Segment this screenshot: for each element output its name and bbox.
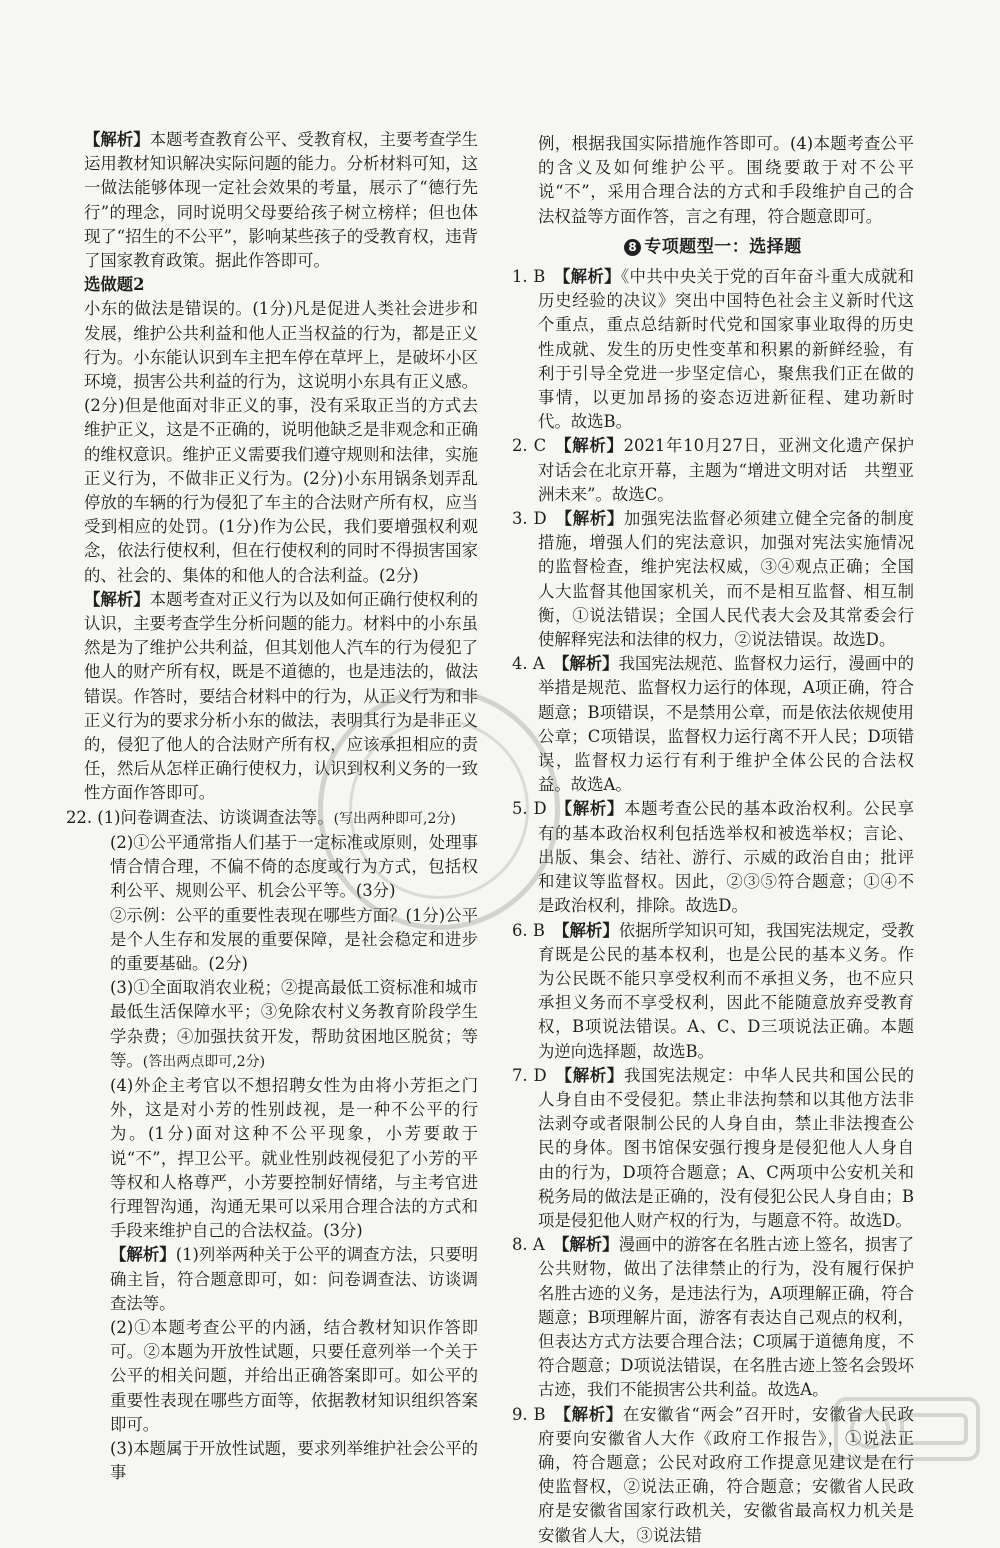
answer-number: 1. B [512,267,546,287]
answer-number: 9. B [512,1404,546,1424]
question-22-part-2b: ②示例：公平的重要性表现在哪些方面？(1分)公平是个人生存和发展的重要保障，是社会稳定和进步的重要基础。(2分) [110,905,478,973]
question-22-part-1 [66,806,478,831]
answer-text: (3)①全面取消农业税；②提高最低工资标准和城市最低生活保障水平；③免除农村义务教育阶段学生学杂费；④加强扶贫开发，帮助贫困地区脱贫；等等。 [110,978,478,1070]
question-22-part-3 [84,976,478,1074]
answer-explanation: 在安徽省“两会”召开时，安徽省人民政府要向安徽省人大作《政府工作报告》，①说法正确，符合题意；公民对政府工作提意见建议是在行使监督权，②说法正确，符合题意；安徽省人民政府是安徽省国家行政机关，安徽省最高权力机关是安徽省人大，③说法错 [538,1404,914,1545]
answer-item [512,652,914,797]
question-number: 22. [66,807,93,827]
analysis-tag: 【解析】 [554,1065,625,1085]
analysis-paragraph-2: (2)①本题考查公平的内涵，结合教材知识作答即可。②本题为开放性试题，只要任意列举一个关于公平的相关问题，并给出正确答案即可。如公平的重要性表现在哪些方面等，依据教材知识组织答案即可。 [110,1317,478,1434]
analysis-paragraph [84,588,478,806]
question-heading: 选做题2 [84,275,145,295]
answer-item [512,797,914,918]
right-column [512,132,914,1548]
answer-explanation: 我国宪法规范、监督权力运行，漫画中的举措是规范、监督权力运行的体现，A项正确，符合题意；B项错误，不是禁用公章，而是依法依规使用公章；C项错误，监督权力运行离不开人民；D项错误，监督权力运行有利于维护全体公民的合法权益。故选A。 [538,654,915,795]
watermark-logo-icon [832,1393,982,1465]
analysis-tag: 【解析】 [553,267,621,287]
answer-item [512,1233,914,1402]
analysis-tag: 【解析】 [553,920,619,940]
answer-item [512,919,914,1064]
analysis-tag: 【解析】 [554,509,625,529]
answer-item [512,507,914,652]
score-note: (答出两点即可,2分) [142,1053,266,1070]
answer-number: 5. D [512,799,547,819]
answer-explanation: 2021年10月27日，亚洲文化遗产保护对话会在北京开幕，主题为“增进文明对话 共塑亚洲未来”。故选C。 [538,436,915,504]
analysis-paragraph-3: (3)本题属于开放性试题，要求列举维护社会公平的事 [110,1438,478,1483]
answer-number: 2. C [512,436,547,456]
answer-text: (1)问卷调查法、访谈调查法等。 [97,807,334,827]
answer-explanation: 《中共中央关于党的百年奋斗重大成就和历史经验的决议》突出中国特色社会主义新时代这个重点，重点总结新时代党和国家事业取得的历史性成就、发生的历史性变革和积累的新鲜经验，有利于引导全党进一步坚定信心，聚焦我们正在做的事情，以更加昂扬的姿态迈进新征程、建功新时代。故选B。 [538,267,914,432]
question-22-part-4: (4)外企主考官以不想招聘女性为由将小芳拒之门外，这是对小芳的性别歧视，是一种不公平的行为。(1分)面对这种不公平现象，小芳要敢于说“不”，捍卫公平。就业性别歧视侵犯了小芳的平等权和人格尊严，小芳要控制好情绪，与主考官进行理智沟通，沟通无果可以采用合理合法的方式和手段来维护自己的合法权益。(3分) [110,1075,478,1241]
analysis-paragraph [84,128,478,273]
analysis-tag: 【解析】 [84,130,150,149]
section-title [512,235,914,259]
question-22-part-2a: (2)①公平通常指人们基于一定标准或原则，处理事情合情合理，不偏不倚的态度或行为方式，包括权利公平、规则公平、机会公平等。(3分) [110,832,478,901]
answer-item [512,434,914,507]
answer-item [512,1064,914,1233]
analysis-continuation: 例，根据我国实际措施作答即可。(4)本题考查公平的含义及如何维护公平。围绕要敢于对不公平说“不”，采用合理合法的方式和手段维护自己的合法权益等方面作答，言之有理，符合题意即可。 [538,134,914,226]
score-note: (写出两种即可,2分) [333,810,456,827]
answer-list [512,265,914,1548]
analysis-paragraph [84,1243,478,1316]
analysis-tag: 【解析】 [554,799,625,819]
analysis-tag: 【解析】 [553,1404,623,1424]
analysis-text: 本题考查对正义行为以及如何正确行使权利的认识，主要考查学生分析问题的能力。材料中的小东虽然是为了维护公共利益，但其划他人汽车的行为侵犯了他人的财产所有权，既是不道德的，也是违法的，做法错误。作答时，要结合材料中的行为，从正义行为和非正义行为的要求分析小东的做法，表明其行为是非正义的，侵犯了他人的合法财产所有权，应该承担相应的责任，然后从怎样正确行使权力，认识到权利义务的一致性方面作答即可。 [84,589,478,803]
answer-explanation: 加强宪法监督必须建立健全完备的制度措施，增强人们的宪法意识，加强对宪法实施情况的监督检查，维护宪法权威，③④观点正确；全国人大监督其他国家机关，而不是相互监督、相互制衡，①说法错误；全国人民代表大会及其常委会行使解释宪法和法律的权力，②说法错误。故选D。 [538,509,914,650]
analysis-text: 本题考查教育公平、受教育权，主要考查学生运用教材知识解决实际问题的能力。分析材料可知，这一做法能够体现一定社会效果的考量，展示了“德行先行”的理念，同时说明父母要给孩子树立榜样；但也体现了“招生的不公平”，影响某些孩子的受教育权，违背了国家教育政策。据此作答即可。 [84,130,478,271]
analysis-tag: 【解析】 [552,654,619,674]
answer-explanation: 我国宪法规定：中华人民共和国公民的人身自由不受侵犯。禁止非法拘禁和以其他方法非法剥夺或者限制公民的人身自由，禁止非法搜查公民的身体。图书馆保安强行搜身是侵犯他人人身自由的行为，D项符合题意；A、C两项中公安机关和税务局的做法是正确的，没有侵犯公民人身自由；B项是侵犯他人财产权的行为，与题意不符。故选D。 [538,1065,914,1230]
answer-explanation: 本题考查公民的基本政治权利。公民享有的基本政治权利包括选举权和被选举权；言论、出版、集会、结社、游行、示威的政治自由；批评和建议等监督权。因此，②③⑤符合题意；①④不是政治权利，排除。故选D。 [538,799,914,916]
answer-number: 4. A [512,654,545,674]
left-column [66,128,479,1485]
analysis-tag: 【解析】 [554,436,624,456]
analysis-text: (1)列举两种关于公平的调查方法，只要明确主旨，符合题意即可，如：问卷调查法、访谈调查法等。 [110,1245,479,1313]
analysis-tag: 【解析】 [110,1245,176,1265]
answer-number: 8. A [512,1235,545,1255]
answer-number: 6. B [512,920,545,940]
answer-paragraph: 小东的做法是错误的。(1分)凡是促进人类社会进步和发展，维护公共利益和他人正当权益的行为，都是正义行为。小东能认识到车主把车停在草坪上，是破坏小区环境，损害公共利益的行为，这说明小东具有正义感。(2分)但是他面对非正义的事，没有采取正当的方式去维护正义，这是不正确的，说明他缺乏是非观念和正确的维权意识。维护正义需要我们遵守规则和法律，实施正义行为，不做非正义行为。(2分)小东用锅条划弄乱停放的车辆的行为侵犯了车主的合法财产所有权，应当受到相应的处罚。(1分)作为公民，我们要增强权利观念，依法行使权利，但在行使权利的同时不得损害国家的、社会的、集体的和他人的合法利益。(2分) [84,299,478,585]
answer-number: 7. D [512,1065,547,1085]
answer-number: 3. D [512,509,547,529]
answer-item [512,265,914,434]
answer-explanation: 漫画中的游客在名胜古迹上签名，损害了公共财物，做出了法律禁止的行为，没有履行保护名胜古迹的义务，是违法行为，A项理解正确，符合题意；B项理解片面，游客有表达自己观点的权利，但表达方式方法要合理合法；C项属于道德角度，不符合题意；D项说法错误，在名胜古迹上签名会毁坏古迹，我们不能损害公共利益。故选A。 [538,1235,915,1400]
answer-explanation: 依据所学知识可知，我国宪法规定，受教育既是公民的基本权利，也是公民的基本义务。作为公民既不能只享受权利而不承担义务，也不应只承担义务而不享受权利，因此不能随意放弃受教育权，B项说法错误。A、C、D三项说法正确。本题为逆向选择题，故选B。 [538,920,914,1061]
section-title-text: 专项题型一：选择题 [644,236,802,257]
analysis-tag: 【解析】 [552,1235,619,1255]
section-number-icon: 8 [624,239,641,256]
analysis-tag: 【解析】 [84,589,150,609]
